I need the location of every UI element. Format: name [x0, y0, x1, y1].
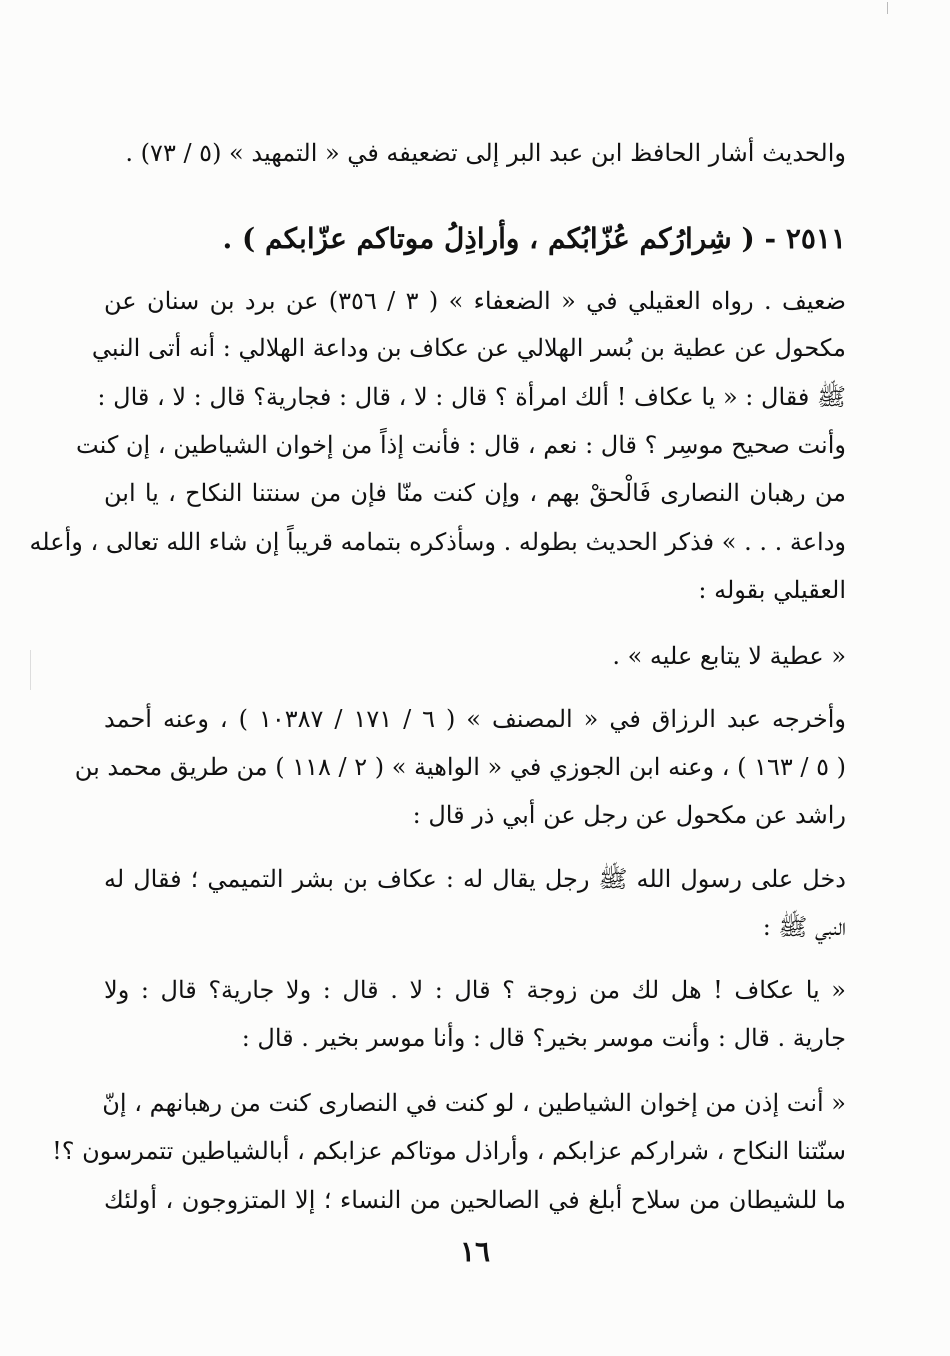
quote-line: جارية . قال : وأنت موسر بخير؟ قال : وأنا موسر بخير . قال :: [241, 1024, 846, 1052]
quote-line: « أنت إذن من إخوان الشياطين ، لو كنت في النصارى كنت من رهبانهم ، إنّ: [102, 1089, 846, 1117]
text-line: من رهبان النصارى فَالْحقْ بهم ، وإن كنت منّا فإن من سنتنا النكاح ، يا ابن: [104, 479, 846, 507]
quote-line: « عطية لا يتابع عليه » .: [612, 642, 846, 670]
quote-line: ما للشيطان من سلاح أبلغ في الصالحين من النساء ؛ إلا المتزوجون ، أولئك: [104, 1186, 846, 1214]
text-line: ضعيف . رواه العقيلي في « الضعفاء » ( ٣ / ٣٥٦) عن برد بن سنان عن: [104, 287, 846, 315]
text-line: دخل على رسول الله ﷺ رجل يقال له : عكاف بن بشر التميمي ؛ فقال له: [104, 865, 846, 893]
text-line: وأنت صحيح موسِر ؟ قال : نعم ، قال : فأنت إذاً من إخوان الشياطين ، إن كنت: [76, 431, 846, 459]
text-line: مكحول عن عطية بن بُسر الهلالي عن عكاف بن وداعة الهلالي : أنه أتى النبي: [91, 334, 846, 362]
text-line: ( ٥ / ١٦٣ ) ، وعنه ابن الجوزي في « الواهية » ( ٢ / ١١٨ ) من طريق محمد بن: [74, 753, 846, 781]
text-line: وداعة . . . » فذكر الحديث بطوله . وسأذكره بتمامه قريباً إن شاء الله تعالى ، وأعله: [29, 528, 846, 556]
quote-line: سنّتنا النكاح ، شراركم عزابكم ، وأراذل موتاكم عزابكم ، أبالشياطين تتمرسون ؟!: [52, 1137, 846, 1165]
page-number: ١٦: [459, 1235, 491, 1268]
quote-line: « يا عكاف ! هل لك من زوجة ؟ قال : لا . قال : ولا جارية؟ قال : ولا: [104, 976, 846, 1004]
text-line: النبي ﷺ :: [762, 913, 846, 941]
scan-mark: [887, 2, 888, 14]
text-line: ﷺ فقال : « يا عكاف ! ألك امرأة ؟ قال : لا ، قال : فجارية؟ قال : لا ، قال :: [97, 383, 846, 411]
text-line: وأخرجه عبد الرزاق في « المصنف » ( ٦ / ١٧١ / ١٠٣٨٧ ) ، وعنه أحمد: [104, 705, 846, 733]
text-line: العقيلي بقوله :: [698, 576, 846, 604]
hadith-heading: ٢٥١١ - ( شِرارُكم عُزّابُكم ، وأراذِلُ موتاكم عزّابكم ) .: [222, 222, 846, 255]
scan-mark: [30, 650, 31, 690]
text-line: راشد عن مكحول عن رجل عن أبي ذر قال :: [412, 801, 846, 829]
intro-line: والحديث أشار الحافظ ابن عبد البر إلى تضعيفه في « التمهيد » (٥ / ٧٣) .: [125, 139, 846, 167]
